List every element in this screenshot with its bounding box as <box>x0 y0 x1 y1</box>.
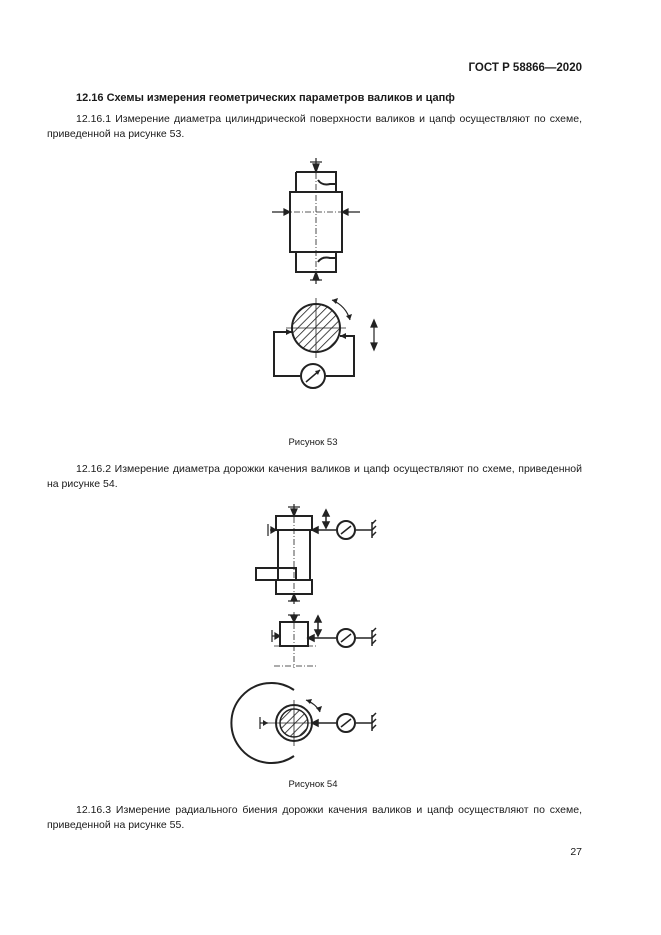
double-arrow-icon <box>371 320 377 350</box>
paragraph-12-16-3: 12.16.3 Измерение радиального биения дорожки качения валиков и цапф осуществляют по схеме, приведенной на рисунке 55. <box>47 804 582 831</box>
paragraph-12-16-1: 12.16.1 Измерение диаметра цилиндрической поверхности валиков и цапф осуществляют по схеме, приведенной на рисунке 53. <box>47 113 582 140</box>
cross-section-view <box>286 298 352 358</box>
figure-53-caption: Рисунок 53 <box>288 437 338 448</box>
section-heading: 12.16 Схемы измерения геометрических параметров валиков и цапф <box>76 92 455 104</box>
figure-53-drawing <box>0 150 661 390</box>
dial-gauge-icon <box>337 521 355 539</box>
page-number: 27 <box>570 846 582 858</box>
paragraph-12-16-2: 12.16.2 Измерение диаметра дорожки качения валиков и цапф осуществляют по схеме, приведенной на рисунке 54. <box>47 463 582 490</box>
dial-gauge-icon <box>337 629 355 647</box>
bearing-cross-section <box>231 683 322 763</box>
support-arrows <box>268 504 300 604</box>
dial-gauge-icon <box>337 714 355 732</box>
document-id: ГОСТ Р 58866—2020 <box>468 62 582 74</box>
figure-54-caption: Рисунок 54 <box>288 779 338 790</box>
shaft-with-bearing-view <box>256 516 312 594</box>
dial-gauge-icon <box>301 364 325 388</box>
figure-54-drawing <box>0 500 661 770</box>
